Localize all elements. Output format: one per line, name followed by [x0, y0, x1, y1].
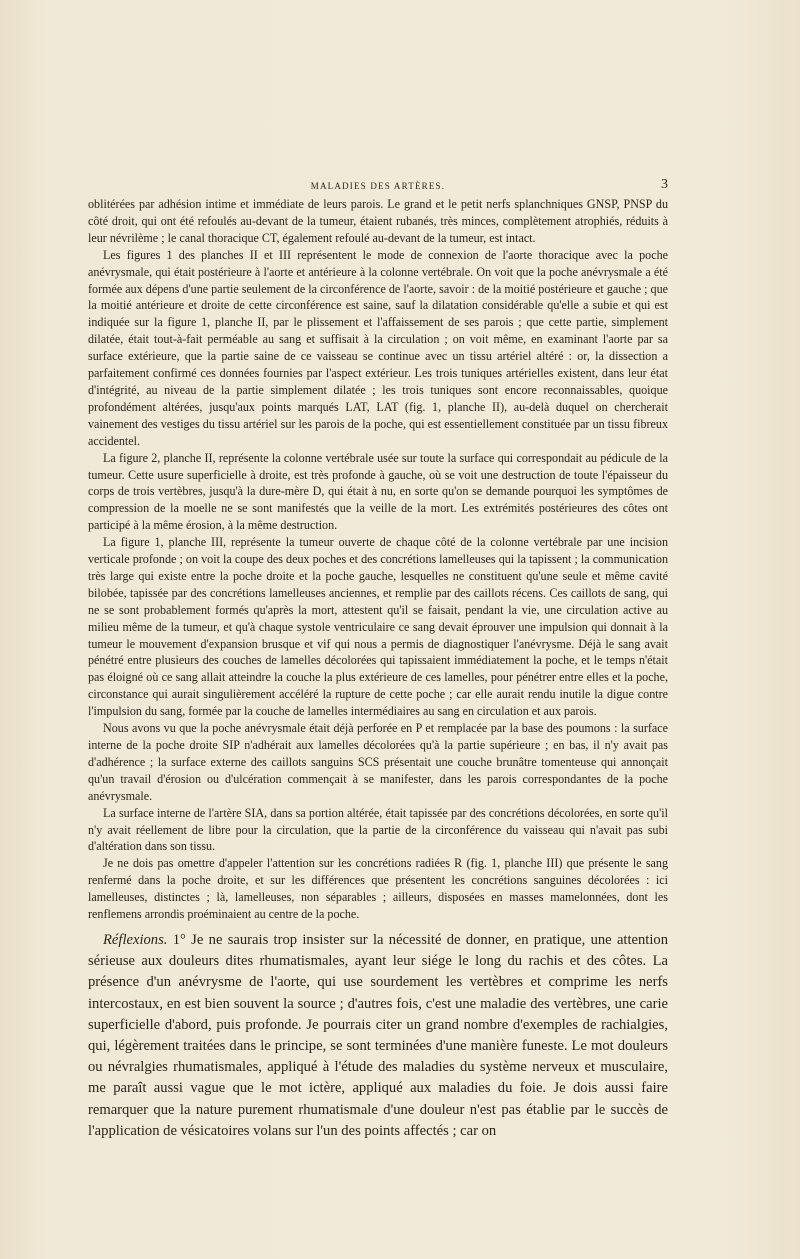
page-number: 3 [661, 177, 668, 192]
reflexions-text: 1° Je ne saurais trop insister sur la nécessité de donner, en pratique, une attention sérieuse aux douleurs dites rhumatismales, ayant leur siége le long du rachis et des côtes. La présence d'un anévrysme de l'aorte, qui use sourdement les vertèbres et comprime les nerfs intercostaux, en est bien souvent la source ; d'autres fois, c'est une maladie des vertèbres, une carie superficielle d'abord, puis profonde. Je pourrais citer un grand nombre d'exemples de rachialgies, qui, légèrement traitées dans le principe, se sont terminées d'une manière funeste. Le mot douleurs ou névralgies rhumatismales, appliqué à l'étude des maladies du système nerveux et musculaire, me paraît aussi vague que le mot ictère, appliqué aux maladies du foie. Je dois aussi faire remarquer que la nature purement rhumatismale d'une douleur n'est pas établie par le succès de l'application de vésicatoires volans sur l'un des points affectés ; car on [88, 932, 669, 1139]
paragraph: Je ne dois pas omettre d'appeler l'attention sur les concrétions radiées R (fig. 1, planche III) que présente le sang renfermé dans la poche droite, et sur les différences que présentent les concrétions sanguines décolorées : ici lamelleuses, distinctes ; là, lamelleuses, non séparables ; ailleurs, disposées en masses mamelonnées, dont les renflemens arrondis proéminaient au centre de la poche. [88, 856, 668, 922]
reflexions-heading: Réflexions. [103, 932, 168, 948]
paragraph: La surface interne de l'artère SIA, dans sa portion altérée, était tapissée par des concrétions décolorées, en sorte qu'il n'y avait réellement de libre pour la circulation, que la partie de la circonférence du vaisseau qui n'avait pas subi d'altération dans son tissu. [88, 805, 668, 854]
running-head [88, 177, 668, 195]
reflexions-paragraph [88, 930, 668, 1142]
body-text [88, 196, 668, 923]
paragraph: Les figures 1 des planches II et III représentent le mode de connexion de l'aorte thoracique avec la poche anévrysmale, qui était postérieure à l'aorte et antérieure à la colonne vertébrale. On voit que la poche anévrysmale a été formée aux dépens d'une partie seulement de la circonférence de l'aorte, savoir : de la moitié postérieure et gauche ; que la moitié antérieure et droite de cette circonférence est saine, sauf la dilatation considérable qu'elle a subie et qui est indiquée sur la figure 1, planche II, par le plissement et l'affaissement de ses parois ; que cette partie, simplement dilatée, était tout-à-fait perméable au sang et suffisait à la circulation ; on voit même, en examinant l'aorte par sa surface extérieure, que la partie saine de ce vaisseau se continue avec un tissu artériel altéré : or, la dissection a parfaitement confirmé ces données fournies par l'aspect extérieur. Les trois tuniques artérielles existent, dans leur état d'intégrité, au niveau de la partie simplement dilatée ; les trois tuniques sont encore reconnaissables, quoique profondément altérées, jusqu'aux points marqués LAT, LAT (fig. 1, planche II), au-delà duquel on chercherait vainement des vestiges du tissu artériel sur les parois de la poche, qui est essentiellement constituée par un tissu fibreux accidentel. [88, 247, 668, 448]
paragraph: La figure 1, planche III, représente la tumeur ouverte de chaque côté de la colonne vertébrale par une incision verticale profonde ; on voit la coupe des deux poches et des concrétions lamelleuses qui la tapissent ; la communication très large qui existe entre la poche droite et la poche gauche, lesquelles ne constituent qu'une seule et même cavité bilobée, tapissée par des concrétions lamelleuses anciennes, et remplie par des caillots récens. Ces caillots de sang, qui ne se sont probablement formés qu'après la mort, attestent qu'il se faisait, pendant la vie, une circulation active au milieu même de la tumeur, et qu'à chaque systole ventriculaire ce sang devait éprouver une impulsion qui donnait à la tumeur le mouvement d'expansion brusque et vif qui nous a permis de diagnostiquer l'anévrysme. Déjà le sang avait pénétré entre plusieurs des couches de lamelles décolorées qui tapissaient immédiatement la poche, et le temps n'était pas éloigné où ce sang allait atteindre la couche la plus extérieure de ces lamelles, pour pénétrer entre elles et la poche, circonstance qui aurait singulièrement accéléré la rupture de cette poche ; car elle aurait rendu inutile la digue contre l'impulsion du sang, formée par la couche de lamelles intermédiaires au sang en circulation et aux parois. [88, 535, 668, 719]
running-title: MALADIES DES ARTÈRES. [310, 181, 446, 191]
paragraph: Nous avons vu que la poche anévrysmale était déjà perforée en P et remplacée par la base des poumons : la surface interne de la poche droite SIP n'adhérait aux lamelles décolorées qu'à la partie supérieure ; en bas, il n'y avait pas d'adhérence ; la surface externe des caillots sanguins SCS présentait une couche brunâtre tomenteuse qui annonçait qu'un travail d'érosion ou d'ulcération commençait à se manifester, dans les parois correspondantes de la poche anévrysmale. [88, 721, 668, 803]
reflexions-section [88, 930, 668, 1142]
paragraph: oblitérées par adhésion intime et immédiate de leurs parois. Le grand et le petit nerfs splanchniques GNSP, PNSP du côté droit, qui ont été refoulés au-devant de la tumeur, étaient rubanés, très minces, complètement atrophiés, réduits à leur névrilème ; le canal thoracique CT, également refoulé au-devant de la tumeur, est intact. [88, 197, 668, 245]
paragraph: La figure 2, planche II, représente la colonne vertébrale usée sur toute la surface qui correspondait au pédicule de la tumeur. Cette usure superficielle à droite, est très profonde à gauche, où se voit une destruction de toute l'épaisseur du corps de trois vertèbres, jusqu'à la dure-mère D, qui était à nu, en sorte qu'on se demande pourquoi les symptômes de compression de la moelle ne se sont manifestés que la veille de la mort. Les extrémités postérieures des côtes ont participé à la même érosion, à la même destruction. [88, 450, 668, 533]
